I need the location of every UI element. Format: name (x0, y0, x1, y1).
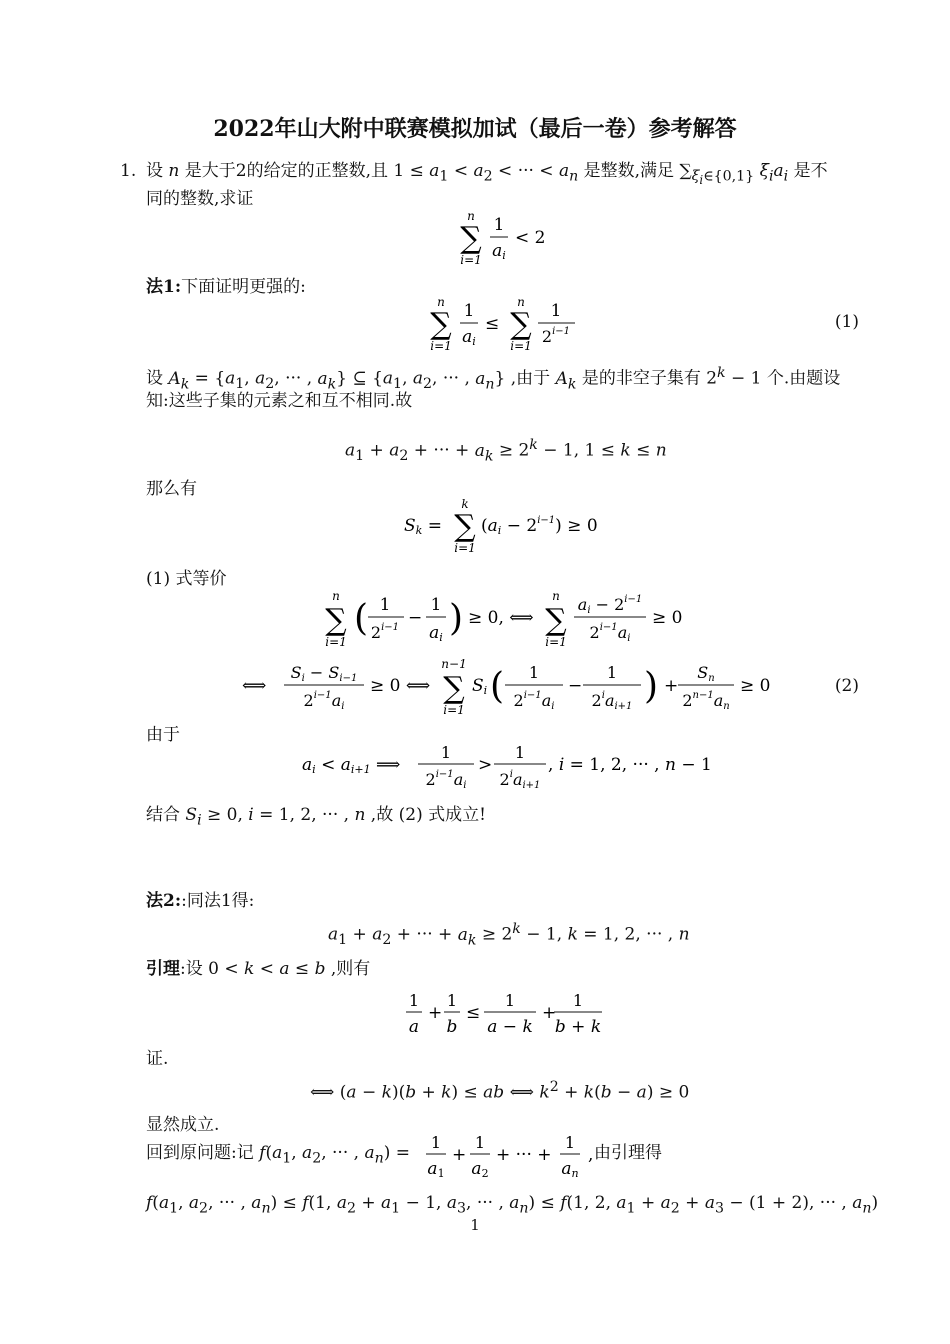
svg-text:i=1: i=1 (325, 635, 347, 649)
svg-text:n: n (437, 295, 445, 309)
set-line-1: 设 $A_k = \{a_1$, $a_2$, ··· , $a_k$} ⊆ {$a_1$, $a_2$, ··· , $a_n$} ,由于 $A_k$ 是的非空子集有 $2^k - 1$ 个.由题设 (146, 365, 841, 393)
svg-text:Sk =: Sk = (404, 516, 442, 537)
method1-conclusion: 结合 $S_i \ge 0$, i = 1, 2, ··· , n ,故 (2) 式成立! (146, 805, 486, 829)
svg-text:2iai+1: $2^iai+1$ (591, 690, 633, 712)
method2-line (146, 890, 254, 912)
svg-text:Si − Si−1: Si − Si−1 (290, 663, 358, 684)
svg-text:⟺: ⟺ (242, 676, 267, 696)
then-label: 那么有 (146, 479, 197, 499)
svg-text:(ai − 2i−1) ≥ 0: $(ai - 2^{i-1}) \ge 0$ (481, 515, 598, 537)
svg-text:(: ( (490, 666, 505, 707)
svg-text:1: 1 (440, 743, 452, 762)
svg-text:i=1: i=1 (443, 703, 465, 717)
svg-text:i=1: i=1 (460, 253, 482, 267)
svg-text:1: 1 (463, 301, 475, 321)
problem-line-1: 设 n 是大于2的给定的正整数,且 $1 \le a_1 < a_2$ < ··· < $a_n$ 是整数,满足 $\sum_{\xi_i\in\{0,1\}}$ $\xi_ia_i$ 是不 (146, 161, 828, 188)
svg-text:+: + (542, 1003, 557, 1023)
svg-text:∑: ∑ (510, 307, 532, 342)
svg-text:b: b (446, 1017, 458, 1037)
method2-inequality: $a_1 + a_2$ + ··· + $a_k \ge 2^k - 1$, k = 1, 2, ··· , n (328, 921, 690, 949)
svg-text:1: 1 (572, 991, 584, 1010)
svg-text:i=1: i=1 (454, 541, 476, 555)
svg-text:1: 1 (606, 663, 618, 682)
svg-text:a2: a2 (471, 1159, 489, 1180)
svg-text:b + k: b + k (554, 1017, 602, 1037)
svg-text:k: k (461, 497, 469, 511)
equivalence-equation-1 (320, 586, 700, 652)
claim-equation (455, 206, 565, 268)
svg-text:an: an (561, 1159, 579, 1180)
svg-text:≥ 0, ⟺: ≥ 0, ⟺ (468, 608, 534, 628)
proof-equation: ⟺ (a − k)(b + k) ≤ ab ⟺ $k^2 + k(b - a) \ge 0$ (310, 1079, 690, 1103)
svg-text:2i−1ai: $2^{i-1}ai$ (589, 622, 631, 644)
method1-heading: 法1: (146, 277, 182, 297)
method1-intro: 下面证明更强的: (181, 277, 306, 297)
equation-1 (425, 292, 585, 354)
svg-text:2n−1an: $2^{n-1}an$ (682, 690, 730, 712)
lemma-line: 引理:设 0 < k < a ≤ b ,则有 (146, 959, 371, 979)
svg-text:≥ 0: ≥ 0 (740, 676, 771, 696)
svg-text:n: n (467, 209, 475, 223)
method2-intro: :同法1得: (181, 891, 255, 911)
svg-text:Sn: Sn (697, 663, 715, 684)
svg-text:∑: ∑ (430, 307, 452, 342)
back-suffix: 由引理得 (594, 1143, 662, 1163)
svg-text:∑: ∑ (454, 509, 476, 544)
lemma-heading: 引理 (146, 959, 180, 979)
since-equation (302, 738, 712, 794)
svg-text:ai: ai (462, 327, 476, 348)
svg-text:≥ 0 ⟺: ≥ 0 ⟺ (370, 676, 431, 696)
svg-text:ai − 2i−1: ai − $2^{i-1}$ (577, 594, 643, 616)
svg-text:1: 1 (446, 991, 458, 1010)
set-line-2: 知:这些子集的元素之和互不相同.故 (146, 391, 413, 411)
svg-text:2i−1ai: $2^{i-1}ai$ (513, 690, 555, 712)
svg-text:n: n (552, 589, 560, 603)
proof-label: 证. (146, 1049, 169, 1069)
svg-text:, i = 1, 2, ··· , n − 1: , i = 1, 2, ··· , n − 1 (548, 755, 712, 775)
svg-text:2i−1: $2^{i-1}$ (370, 622, 400, 642)
equivalence-equation-2 (242, 654, 772, 720)
svg-text:+: + (452, 1145, 467, 1165)
equivalence-label: (1) 式等价 (146, 569, 227, 589)
svg-text:+ ··· +: + ··· + (496, 1145, 552, 1165)
svg-text:1: 1 (474, 1133, 486, 1152)
f-definition (422, 1128, 622, 1182)
page-number: 1 (470, 1216, 480, 1234)
svg-text:1: 1 (528, 663, 540, 682)
svg-text:n−1: n−1 (441, 657, 467, 671)
svg-text:a − k: a − k (487, 1017, 533, 1037)
problem-number: 1. (120, 161, 137, 181)
sk-equation (404, 494, 604, 556)
svg-text:i=1: i=1 (430, 339, 452, 353)
obvious-label: 显然成立. (146, 1115, 220, 1135)
svg-text:i=1: i=1 (545, 635, 567, 649)
svg-text:2i−1ai: $2^{i-1}ai$ (303, 690, 345, 712)
svg-text:∑: ∑ (460, 221, 482, 256)
svg-text:n: n (332, 589, 340, 603)
svg-text:1: 1 (504, 991, 516, 1010)
method1-line (146, 276, 306, 298)
svg-text:1: 1 (430, 595, 442, 615)
f-chain: $f(a_1$, $a_2$, ··· , $a_n) \le f(1$, $a_2 + a_1 - 1$, $a_3$, ··· , $a_n) \le f(1$, 2, $a_1 + a_2 + a_3 - (1 + 2)$, ··· , $a_n$) (146, 1193, 879, 1217)
back-line: 回到原问题:记 $f(a_1$, $a_2$, ··· , $a_n$) = (146, 1143, 410, 1167)
svg-text:>: > (478, 755, 493, 775)
equation-2-number: (2) (834, 676, 859, 696)
svg-text:): ) (449, 598, 464, 639)
svg-text:ai: ai (429, 623, 443, 644)
svg-text:a1: a1 (427, 1159, 445, 1180)
since-label: 由于 (146, 725, 180, 745)
svg-text:1: 1 (550, 301, 562, 321)
svg-text:∑: ∑ (325, 603, 347, 638)
svg-text:(: ( (354, 598, 369, 639)
svg-text:ai < ai+1 ⟹: ai < ai+1 ⟹ (302, 755, 401, 776)
svg-text:∑: ∑ (443, 671, 465, 706)
svg-text:1: 1 (564, 1133, 576, 1152)
svg-text:2i−1ai: $2^{i-1}ai$ (425, 769, 467, 791)
svg-text:< 2: < 2 (515, 228, 546, 248)
svg-text:Si: Si (472, 676, 488, 697)
svg-text:≤: ≤ (466, 1003, 481, 1023)
sum-inequality: $a_1 + a_2$ + ··· + $a_k \ge 2^k - 1$, 1 ≤ k ≤ n (345, 437, 667, 465)
equation-1-number: (1) (834, 312, 859, 332)
svg-text:1: 1 (379, 595, 391, 615)
svg-text:i=1: i=1 (510, 339, 532, 353)
svg-text:1: 1 (408, 991, 420, 1010)
svg-text:1: 1 (430, 1133, 442, 1152)
svg-text:): ) (644, 666, 659, 707)
svg-text:+: + (428, 1003, 443, 1023)
method2-heading: 法2: (146, 891, 182, 911)
svg-text:,: , (588, 1145, 594, 1165)
svg-text:1: 1 (493, 215, 505, 235)
svg-text:n: n (517, 295, 525, 309)
svg-text:≥ 0: ≥ 0 (652, 608, 683, 628)
svg-text:−: − (568, 676, 583, 696)
page-title: 2022年山大附中联赛模拟加试（最后一卷）参考解答 (213, 116, 737, 142)
svg-text:ai: ai (492, 241, 506, 262)
problem-line-2: 同的整数,求证 (146, 189, 254, 209)
svg-text:a: a (408, 1017, 420, 1037)
svg-text:+: + (664, 676, 679, 696)
svg-text:1: 1 (514, 743, 526, 762)
svg-text:∑: ∑ (545, 603, 567, 638)
svg-text:2iai+1: $2^iai+1$ (499, 769, 541, 791)
lemma-equation (404, 986, 604, 1040)
svg-text:−: − (408, 608, 423, 628)
svg-text:≤: ≤ (485, 314, 500, 334)
svg-text:2i−1: $2^{i-1}$ (541, 326, 571, 346)
